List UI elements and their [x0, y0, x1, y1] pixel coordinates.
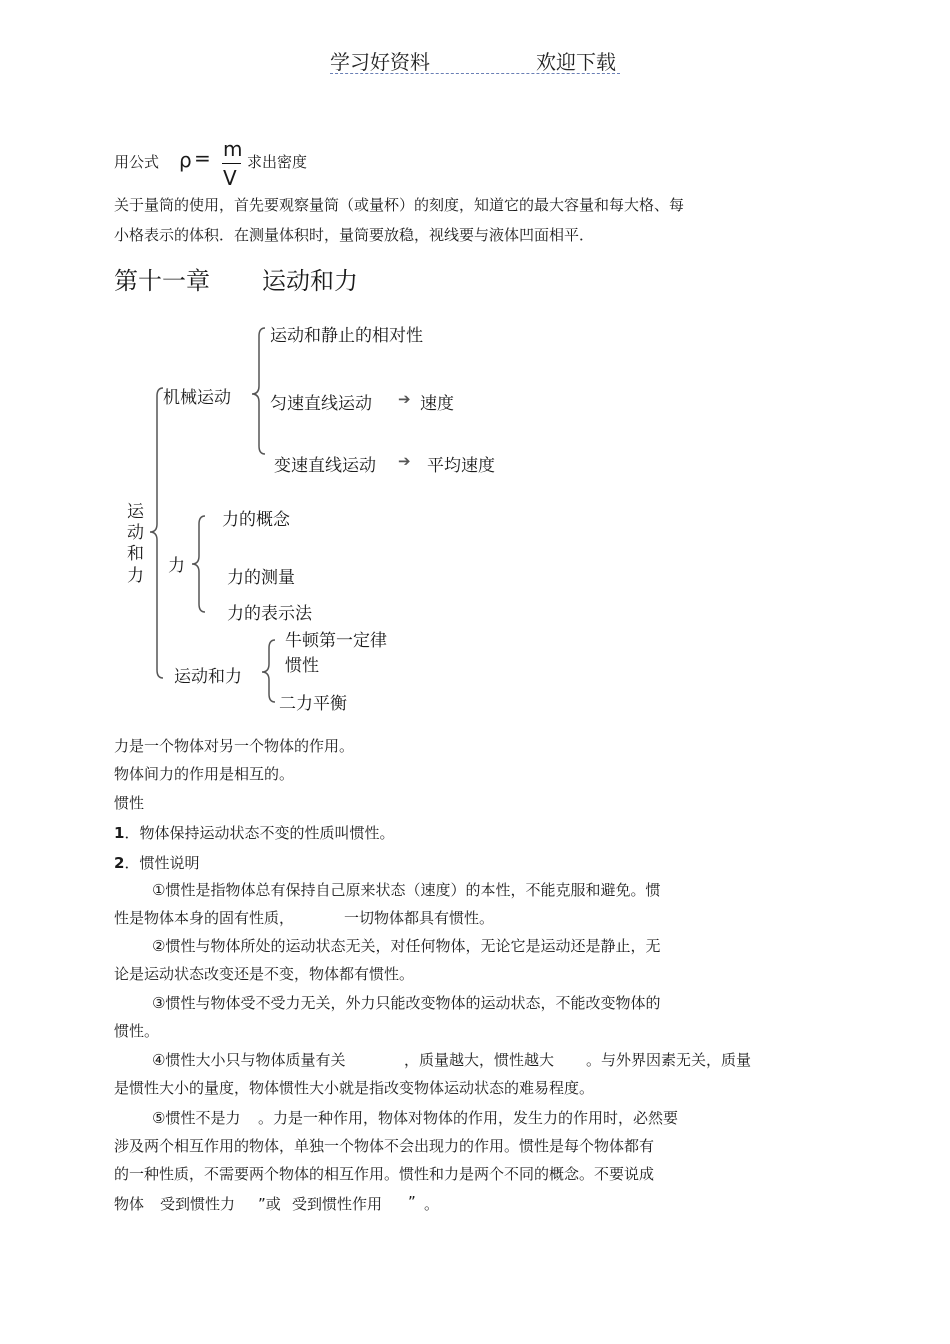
point-e-line2: 涉及两个相互作用的物体，单独一个物体不会出现力的作用。惯性是每个物体都有: [114, 1137, 655, 1155]
formula-equals: =: [194, 146, 211, 170]
header-left: 学习好资料: [330, 50, 430, 74]
point-e-line4f: 。: [424, 1195, 440, 1213]
header-right: 欢迎下载: [536, 50, 616, 74]
tree-root-char-2: 动: [127, 523, 144, 543]
body-item-2: [114, 852, 199, 873]
point-d-line2: 是惯性大小的量度，物体惯性大小就是指改变物体运动状态的难易程度。: [114, 1079, 595, 1097]
item-2-text: ．惯性说明: [124, 854, 200, 872]
tree-force-item3: 力的表示法: [227, 604, 312, 624]
tree-force-item2: 力的测量: [227, 568, 295, 588]
item-2-number: 2: [114, 854, 125, 872]
formula-numerator: m: [223, 137, 243, 161]
tree-root-char-1: 运: [127, 502, 144, 522]
point-e-line4d: 受到惯性作用: [292, 1195, 383, 1213]
point-e-line4e: ”: [408, 1193, 416, 1211]
point-d-line1b: ，质量越大，惯性越大: [404, 1051, 555, 1069]
point-b-line1: ②惯性与物体所处的运动状态无关，对任何物体，无论它是运动还是静止，无: [152, 937, 661, 955]
arrow-right-icon: ➔: [398, 390, 411, 408]
tree-mech-item2-result: 速度: [420, 394, 454, 414]
formula-denominator: V: [223, 166, 237, 190]
item-1-number: 1: [114, 824, 125, 842]
tree-force-item1: 力的概念: [222, 510, 290, 530]
para1-line2: 小格表示的体积．在测量体积时，量筒要放稳，视线要与液体凹面相平．: [114, 226, 595, 244]
item-1-text: ．物体保持运动状态不变的性质叫惯性。: [124, 824, 395, 842]
body-heading-inertia: 惯性: [114, 794, 145, 812]
tree-mech-item3-result: 平均速度: [427, 456, 495, 476]
point-c-line2: 惯性。: [114, 1022, 160, 1040]
point-e-line4a: 物体: [114, 1195, 145, 1213]
point-b-line2: 论是运动状态改变还是不变，物体都有惯性。: [114, 965, 415, 983]
point-d-line1a: ④惯性大小只与物体质量有关: [152, 1051, 346, 1069]
chapter-number: 第十一章: [114, 267, 210, 295]
tree-motion-item2: 惯性: [285, 656, 319, 676]
para1-line1: 关于量筒的使用，首先要观察量筒（或量杯）的刻度，知道它的最大容量和每大格、每: [114, 196, 685, 214]
point-e-line1a: ⑤惯性不是力: [152, 1109, 241, 1127]
body-line-1: 力是一个物体对另一个物体的作用。: [114, 737, 355, 755]
point-c-line1: ③惯性与物体受不受力无关，外力只能改变物体的运动状态，不能改变物体的: [152, 994, 661, 1012]
point-a-line1: ①惯性是指物体总有保持自己原来状态（速度）的本性，不能克服和避免。惯: [152, 881, 661, 899]
tree-motion-item1: 牛顿第一定律: [285, 631, 387, 651]
formula-rho: ρ: [179, 148, 192, 172]
tree-root-char-3: 和: [127, 544, 144, 564]
tree-motion-item3: 二力平衡: [279, 694, 347, 714]
body-item-1: [114, 822, 394, 843]
point-e-line4b: 受到惯性力: [160, 1195, 236, 1213]
arrow-right-icon: ➔: [398, 452, 411, 470]
chapter-title: 运动和力: [262, 267, 358, 295]
tree-mech-item2: 匀速直线运动: [270, 394, 372, 414]
point-a-line2b: 一切物体都具有惯性。: [344, 909, 495, 927]
tree-mech-item3: 变速直线运动: [274, 456, 376, 476]
point-a-line2a: 性是物体本身的固有性质，: [114, 909, 295, 927]
point-e-line1b: 。力是一种作用，物体对物体的作用，发生力的作用时，必然要: [258, 1109, 679, 1127]
tree-force-label: 力: [168, 556, 185, 576]
tree-root-char-4: 力: [127, 566, 144, 586]
formula-prefix: 用公式: [114, 153, 160, 171]
point-d-line1c: 。与外界因素无关，质量: [586, 1051, 752, 1069]
tree-motion-label: 运动和力: [174, 667, 242, 687]
point-e-line3: 的一种性质，不需要两个物体的相互作用。惯性和力是两个不同的概念。不要说成: [114, 1165, 655, 1183]
tree-mech-item1: 运动和静止的相对性: [270, 326, 423, 346]
formula-suffix: 求出密度: [247, 153, 308, 171]
body-line-2: 物体间力的作用是相互的。: [114, 765, 295, 783]
tree-mech-label: 机械运动: [163, 388, 231, 408]
point-e-line4c: ”或: [258, 1195, 281, 1213]
